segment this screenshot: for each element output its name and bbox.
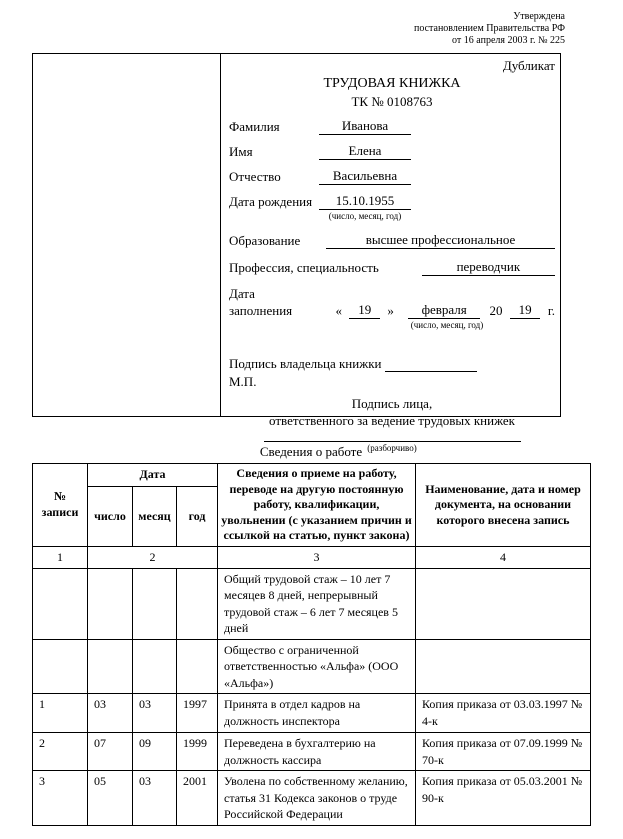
- fill-date-century: 20: [489, 303, 503, 318]
- birth-date-value: 15.10.1955: [319, 192, 411, 210]
- photo-area: [33, 54, 221, 416]
- patronymic-row: [229, 167, 555, 185]
- fill-date-close-quote: »: [387, 303, 394, 318]
- first-name-row: [229, 142, 555, 160]
- book-title: ТРУДОВАЯ КНИЖКА: [323, 76, 461, 91]
- cell-month: [133, 639, 177, 694]
- record-row-seniority: [33, 568, 591, 639]
- profession-label: Профессия, специальность: [229, 260, 379, 275]
- record-row-1: [33, 694, 591, 733]
- column-number-3: 3: [218, 546, 416, 568]
- cell-no: [33, 568, 88, 639]
- fill-date-hint: (число, месяц, год): [410, 320, 484, 330]
- cell-month: 03: [133, 694, 177, 733]
- birth-date-hint: (число, месяц, год): [328, 211, 402, 221]
- cell-info: Общий трудовой стаж – 10 лет 7 месяцев 8 дней, непрерывный трудовой стаж – 6 лет 7 месяцев 5 дней: [218, 568, 416, 639]
- cell-info: Переведена в бухгалтерию на должность кассира: [218, 733, 416, 771]
- first-name-value: Елена: [319, 142, 411, 160]
- header-info: Сведения о приеме на работу, переводе на другую постоянную работу, квалификации, увольнении (с указанием причин и ссылкой на статью, пункт закона): [218, 464, 416, 547]
- header-date-group: Дата: [88, 464, 218, 487]
- cell-day: [88, 639, 133, 694]
- cell-year: [177, 568, 218, 639]
- cell-day: 05: [88, 771, 133, 826]
- cell-year: 1997: [177, 694, 218, 733]
- cell-no: 3: [33, 771, 88, 826]
- surname-label: Фамилия: [229, 119, 280, 134]
- fill-date-suffix: г.: [547, 303, 555, 318]
- cell-no: 1: [33, 694, 88, 733]
- cell-day: [88, 568, 133, 639]
- cell-info: Уволена по собственному желанию, статья 31 Кодекса законов о труде Российской Федерации: [218, 771, 416, 826]
- fill-date-year: 19: [510, 301, 539, 319]
- book-number: ТК № 0108763: [351, 94, 433, 109]
- column-number-2: 2: [88, 546, 218, 568]
- approval-line-3: от 16 апреля 2003 г. № 225: [452, 35, 565, 46]
- fill-date-hint-row: [229, 320, 555, 331]
- keeper-signature-line-2: ответственного за ведение трудовых книжек: [269, 413, 515, 428]
- fill-date-open-quote: «: [335, 303, 343, 318]
- profession-value: переводчик: [422, 258, 555, 276]
- header-doc: Наименование, дата и номер документа, на основании которого внесена запись: [416, 464, 591, 547]
- owner-signature-row: [229, 355, 555, 372]
- surname-row: [229, 117, 555, 135]
- cell-doc: Копия приказа от 03.03.1997 № 4-к: [416, 694, 591, 733]
- birth-date-label: Дата рождения: [229, 194, 313, 209]
- cell-year: [177, 639, 218, 694]
- keeper-signature-line-1: Подпись лица,: [351, 396, 433, 411]
- duplicate-label: Дубликат: [502, 58, 555, 73]
- table-header-row-1: [33, 464, 591, 487]
- cell-month: 03: [133, 771, 177, 826]
- education-value: высшее профессиональное: [326, 231, 555, 249]
- approval-line-2: постановлением Правительства РФ: [413, 23, 565, 34]
- keeper-signature-hint: (разборчиво): [367, 443, 417, 453]
- cell-doc: [416, 639, 591, 694]
- cell-month: 09: [133, 733, 177, 771]
- fill-date-day: 19: [349, 301, 380, 319]
- birth-date-row: [229, 192, 555, 210]
- owner-signature-line: [385, 358, 477, 372]
- header-record-no: № записи: [33, 464, 88, 547]
- cell-info: Принята в отдел кадров на должность инспектора: [218, 694, 416, 733]
- header-day: число: [88, 487, 133, 547]
- record-row-organization: [33, 639, 591, 694]
- column-number-1: 1: [33, 546, 88, 568]
- birth-date-hint-row: [229, 211, 555, 222]
- owner-signature-label: Подпись владельца книжки: [229, 356, 382, 371]
- surname-value: Иванова: [319, 117, 411, 135]
- cell-year: 1999: [177, 733, 218, 771]
- patronymic-label: Отчество: [229, 169, 281, 184]
- cell-no: [33, 639, 88, 694]
- cell-doc: Копия приказа от 05.03.2001 № 90-к: [416, 771, 591, 826]
- cell-month: [133, 568, 177, 639]
- work-records-table: [32, 463, 591, 826]
- stamp-label: М.П.: [229, 374, 257, 389]
- work-records-title: Сведения о работе: [259, 444, 363, 459]
- patronymic-value: Васильевна: [319, 167, 411, 185]
- cell-year: 2001: [177, 771, 218, 826]
- approval-note: [414, 11, 565, 47]
- fill-date-label: Дата заполнения: [229, 286, 293, 318]
- column-number-4: 4: [416, 546, 591, 568]
- record-row-2: [33, 733, 591, 771]
- education-label: Образование: [229, 233, 301, 248]
- header-month: месяц: [133, 487, 177, 547]
- column-number-row: [33, 546, 591, 568]
- header-year: год: [177, 487, 218, 547]
- keeper-signature-blank-line: [264, 429, 521, 442]
- profession-row: [229, 258, 555, 276]
- record-row-3: [33, 771, 591, 826]
- cell-doc: Копия приказа от 07.09.1999 № 70-к: [416, 733, 591, 771]
- cell-day: 03: [88, 694, 133, 733]
- cell-info: Общество с ограниченной ответственностью «Альфа» (ООО «Альфа»): [218, 639, 416, 694]
- education-row: [229, 231, 555, 249]
- cell-no: 2: [33, 733, 88, 771]
- cell-doc: [416, 568, 591, 639]
- fill-date-row: [229, 285, 555, 319]
- cell-day: 07: [88, 733, 133, 771]
- first-name-label: Имя: [229, 144, 253, 159]
- approval-line-1: Утверждена: [513, 11, 565, 22]
- fill-date-month: февраля: [408, 301, 481, 319]
